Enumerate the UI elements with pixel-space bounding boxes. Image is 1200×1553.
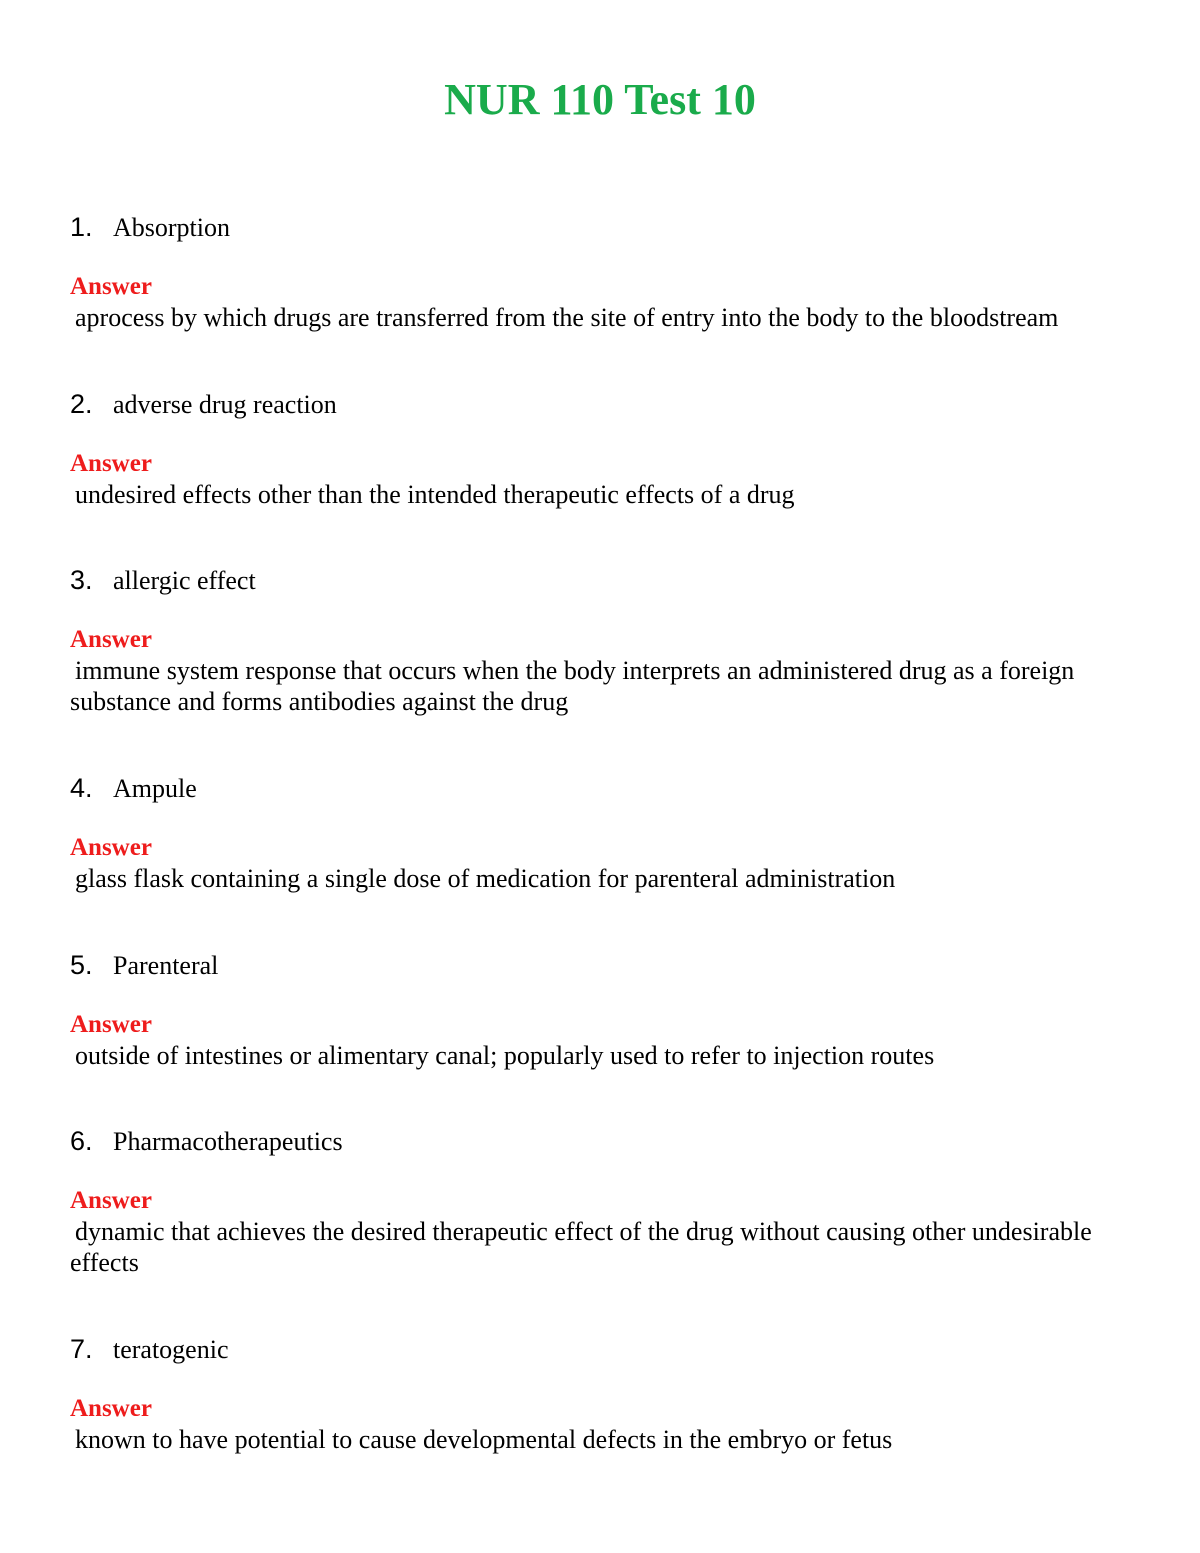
qa-item bbox=[70, 210, 1140, 333]
question-number: 7. bbox=[70, 1334, 93, 1364]
question bbox=[70, 1124, 1140, 1158]
answer-label: Answer bbox=[70, 626, 152, 653]
answer-label: Answer bbox=[70, 834, 152, 861]
question-term: Absorption bbox=[113, 213, 230, 242]
qa-item bbox=[70, 1124, 1140, 1278]
question-number: 6. bbox=[70, 1126, 93, 1156]
qa-item bbox=[70, 387, 1140, 510]
answer-text: dynamic that achieves the desired therapeutic effect of the drug without causing other undesirable effects bbox=[70, 1217, 1092, 1277]
answer-text: glass flask containing a single dose of medication for parenteral administration bbox=[75, 864, 896, 893]
qa-item bbox=[70, 1332, 1140, 1455]
question-term: Parenteral bbox=[113, 951, 219, 980]
question bbox=[70, 387, 1140, 421]
document-title: NUR 110 Test 10 bbox=[444, 75, 756, 124]
question-term: Pharmacotherapeutics bbox=[113, 1127, 343, 1156]
question-number: 1. bbox=[70, 212, 93, 242]
question-term: teratogenic bbox=[113, 1335, 229, 1364]
answer-label: Answer bbox=[70, 273, 152, 300]
answer-text: immune system response that occurs when the body interprets an administered drug as a foreign substance and forms antibodies against the drug bbox=[70, 656, 1075, 716]
question bbox=[70, 948, 1140, 982]
question bbox=[70, 771, 1140, 805]
question-number: 5. bbox=[70, 950, 93, 980]
answer-label: Answer bbox=[70, 1395, 152, 1422]
qa-item bbox=[70, 771, 1140, 894]
answer-label: Answer bbox=[70, 1187, 152, 1214]
question-term: adverse drug reaction bbox=[113, 390, 337, 419]
question-number: 3. bbox=[70, 565, 93, 595]
answer-label: Answer bbox=[70, 1011, 152, 1038]
qa-item bbox=[70, 948, 1140, 1071]
question-number: 4. bbox=[70, 773, 93, 803]
question-term: allergic effect bbox=[113, 566, 256, 595]
question-term: Ampule bbox=[113, 774, 197, 803]
question bbox=[70, 563, 1140, 597]
answer-text: known to have potential to cause developmental defects in the embryo or fetus bbox=[75, 1425, 893, 1454]
question-number: 2. bbox=[70, 389, 93, 419]
qa-item bbox=[70, 563, 1140, 717]
answer-text: aprocess by which drugs are transferred from the site of entry into the body to the bloodstream bbox=[75, 303, 1059, 332]
answer-text: outside of intestines or alimentary canal; popularly used to refer to injection routes bbox=[75, 1041, 935, 1070]
question bbox=[70, 1332, 1140, 1366]
answer-text: undesired effects other than the intended therapeutic effects of a drug bbox=[75, 480, 795, 509]
question bbox=[70, 210, 1140, 244]
answer-label: Answer bbox=[70, 450, 152, 477]
